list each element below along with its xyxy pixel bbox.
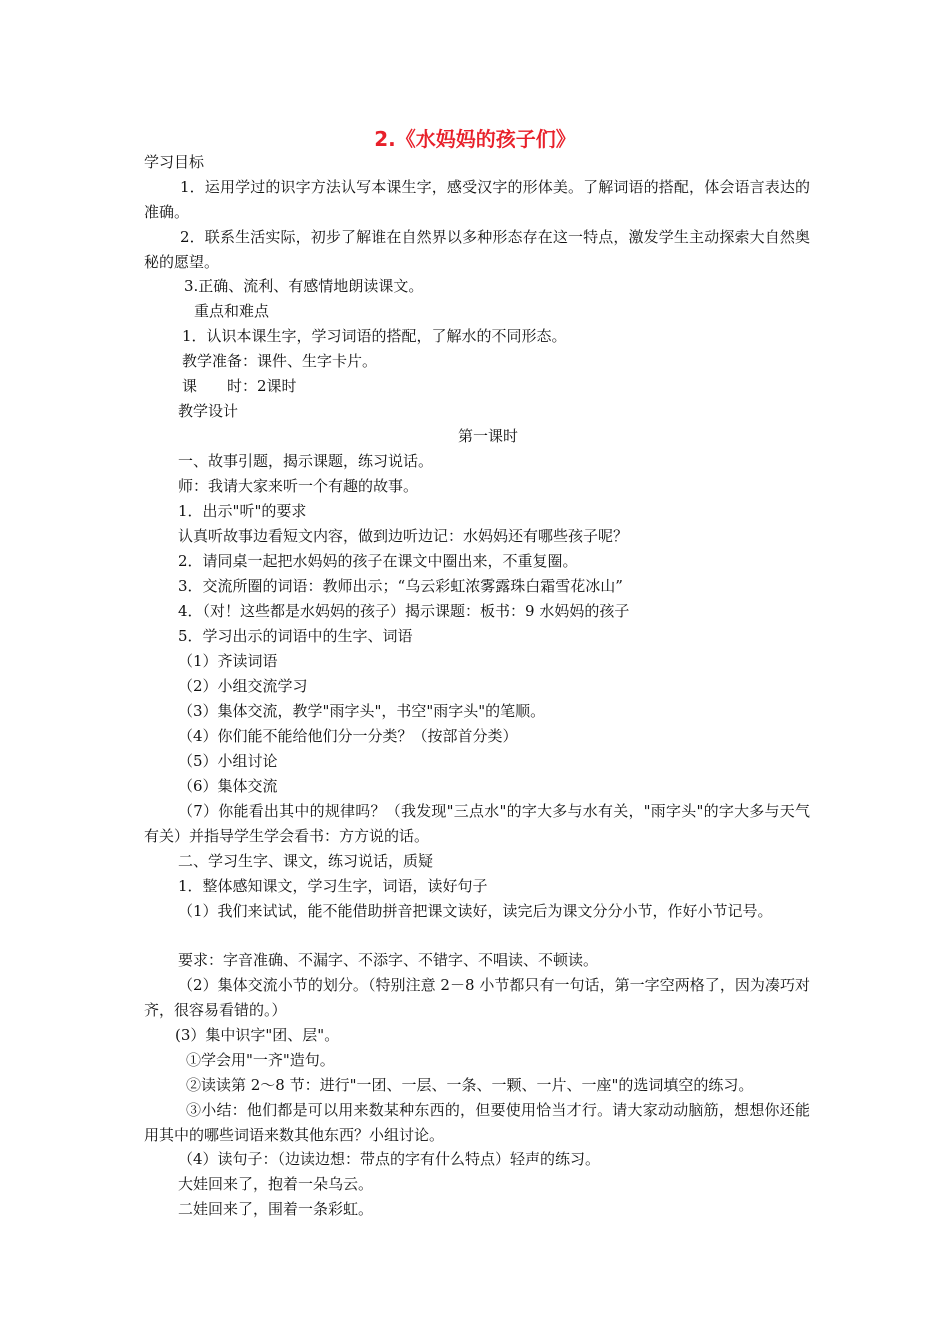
objective-2: 2．联系生活实际，初步了解谁在自然界以多种形态存在这一特点，激发学生主动探索大自然奥秘的愿望。 <box>144 228 810 271</box>
key-point-1: 1．认识本课生字，学习词语的搭配，了解水的不同形态。 <box>182 327 567 345</box>
objective-1: 1．运用学过的识字方法认写本课生字，感受汉字的形体美。了解词语的搭配，体会语言表达的准确。 <box>144 178 810 221</box>
list-item: (3）集中识字"团、层"。 <box>175 1026 340 1044</box>
paragraph: 要求：字音准确、不漏字、不添字、不错字、不唱读、不顿读。 <box>178 951 599 969</box>
paragraph: 4．（对！这些都是水妈妈的孩子）揭示课题：板书：9 水妈妈的孩子 <box>178 602 630 620</box>
paragraph: 5．学习出示的词语中的生字、词语 <box>178 627 413 645</box>
document-title: 2.《水妈妈的孩子们》 <box>374 127 576 151</box>
paragraph: 1．出示"听"的要求 <box>178 502 307 520</box>
sub-item: ③小结：他们都是可以用来数某种东西的，但要使用恰当才行。请大家动动脑筋，想想你还能用其中的哪些词语来数其他东西？小组讨论。 <box>144 1101 810 1144</box>
heading-teaching-design: 教学设计 <box>178 402 239 420</box>
heading-objectives: 学习目标 <box>144 153 205 171</box>
paragraph: 3．交流所圈的词语：教师出示；“乌云彩虹浓雾露珠白霜雪花冰山” <box>178 577 623 595</box>
list-item: （1）我们来试试，能不能借助拼音把课文读好，读完后为课文分分小节，作好小节记号。 <box>178 902 773 920</box>
objective-3: 3.正确、流利、有感情地朗读课文。 <box>184 277 424 295</box>
paragraph: 2．请同桌一起把水妈妈的孩子在课文中圈出来，不重复圈。 <box>178 552 578 570</box>
list-item: （1）齐读词语 <box>178 652 278 670</box>
list-item: （2）小组交流学习 <box>178 677 308 695</box>
part-two-heading: 二、学习生字、课文，练习说话，质疑 <box>178 852 434 870</box>
list-item: （6）集体交流 <box>178 777 278 795</box>
list-item: （7）你能看出其中的规律吗？（我发现"三点水"的字大多与水有关，"雨字头"的字大多与天气有关）并指导学生学会看书：方方说的话。 <box>144 802 810 845</box>
list-item: （2）集体交流小节的划分。（特别注意 2－8 小节都只有一句话，第一字空两格了，因为凑巧对齐，很容易看错的。） <box>144 976 810 1019</box>
class-hours: 课 时：2课时 <box>182 377 297 395</box>
list-item: （4）你们能不能给他们分一分类？（按部首分类） <box>178 727 518 745</box>
sub-item: ①学会用"一齐"造句。 <box>186 1051 335 1069</box>
paragraph: 师：我请大家来听一个有趣的故事。 <box>178 477 419 495</box>
teaching-preparation: 教学准备：课件、生字卡片。 <box>182 352 378 370</box>
part-one-heading: 一、故事引题，揭示课题，练习说话。 <box>178 452 434 470</box>
sub-item: ②读读第 2～8 节：进行"一团、一层、一条、一颗、一片、一座"的选词填空的练习。 <box>186 1076 754 1094</box>
section-first-lesson: 第一课时 <box>458 427 519 445</box>
example-sentence: 二娃回来了，围着一条彩虹。 <box>178 1200 374 1218</box>
list-item: （4）读句子：（边读边想：带点的字有什么特点）轻声的练习。 <box>178 1150 601 1168</box>
heading-key-points: 重点和难点 <box>194 302 270 320</box>
list-item: （5）小组讨论 <box>178 752 278 770</box>
paragraph: 1．整体感知课文，学习生字，词语，读好句子 <box>178 877 488 895</box>
paragraph: 认真听故事边看短文内容，做到边听边记：水妈妈还有哪些孩子呢？ <box>178 527 629 545</box>
example-sentence: 大娃回来了，抱着一朵乌云。 <box>178 1175 374 1193</box>
list-item: （3）集体交流，教学"雨字头"，书空"雨字头"的笔顺。 <box>178 702 546 720</box>
